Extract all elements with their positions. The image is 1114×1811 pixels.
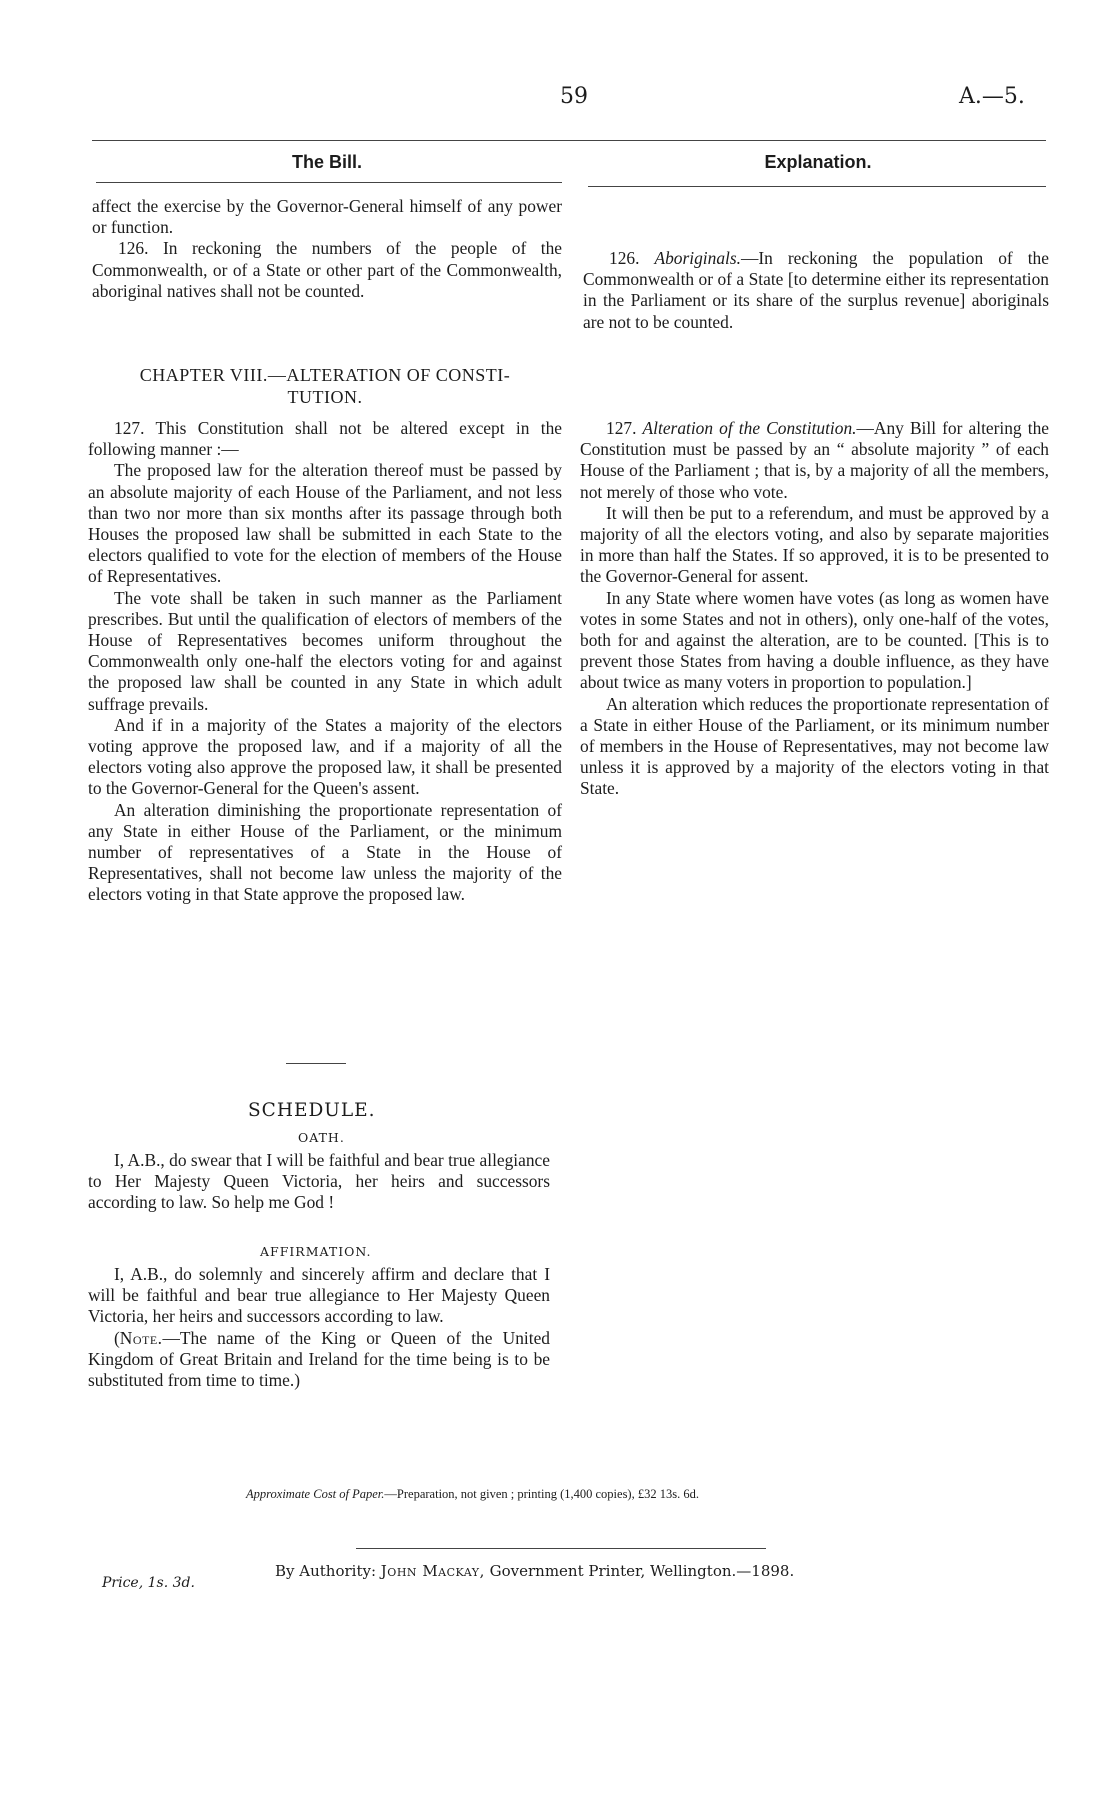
oath-heading: OATH. bbox=[298, 1130, 345, 1145]
bill-chapter-heading bbox=[88, 364, 562, 408]
chapter-title-line-2: TUTION. bbox=[287, 387, 363, 407]
explanation-126-text: —In reckoning the population of the Commonwealth or of a State [to determine either its representation in the Parliament or its share of the surplus revenue] aboriginals are not to be counted. bbox=[583, 248, 1049, 332]
authority-prefix: By Authority: bbox=[275, 1562, 377, 1580]
bill-section-126: 126. In reckoning the numbers of the people of the Commonwealth, or of a State or other part of the Commonwealth, aboriginal natives shall not be counted. bbox=[92, 238, 562, 301]
document-reference: A.—5. bbox=[959, 84, 1025, 109]
authority-rule bbox=[356, 1548, 766, 1549]
explanation-127-title: Alteration of the Constitution. bbox=[642, 418, 857, 438]
note-text: —The name of the King or Queen of the United Kingdom of Great Britain and Ireland for the time being is to be substituted from time to time.) bbox=[88, 1327, 550, 1391]
explanation-127-number: 127. bbox=[606, 418, 637, 438]
oath-text-block bbox=[88, 1150, 550, 1214]
cost-label: Approximate Cost of Paper. bbox=[246, 1487, 385, 1501]
authority-line bbox=[275, 1562, 794, 1580]
explanation-127-paragraph-4: An alteration which reduces the proportionate representation of a State in either House of the Parliament, or its minimum number of members in the House of Representatives, may not become law unless it is approved by a majority of the electors voting in that State. bbox=[580, 693, 1049, 799]
authority-suffix: Government Printer, Wellington.—1898. bbox=[489, 1562, 795, 1580]
bill-heading-rule bbox=[96, 182, 562, 183]
price-label: Price, 1s. 3d. bbox=[102, 1575, 195, 1591]
bill-127-paragraph-3: And if in a majority of the States a majority of the electors voting approve the proposed law, and if a majority of all the electors voting also approve the proposed law, it shall be presented to the Governor-General for the Queen's assent. bbox=[88, 714, 562, 799]
schedule-title: SCHEDULE. bbox=[248, 1100, 376, 1121]
bill-127-paragraph-4: An alteration diminishing the proportionate representation of any State in either House of the Parliament, or the minimum number of representatives of a State in the House of Representatives, shall not become law unless the majority of the electors voting in that State approve the proposed law. bbox=[88, 799, 562, 905]
explanation-127-paragraph-2: It will then be put to a referendum, and must be approved by a majority of all the electors voting, and also by separate majorities in more than half the States. If so approved, it is to be presented to the Governor-General for assent. bbox=[580, 502, 1049, 587]
note-label: Note. bbox=[119, 1327, 163, 1348]
bill-127-paragraph-1: The proposed law for the alteration thereof must be passed by an absolute majority of each House of the Parliament, and not less than two nor more than six months after its passage through both Houses the proposed law shall be submitted in each State to the electors qualified to vote for the election of members of the House of Representatives. bbox=[88, 460, 562, 587]
explanation-126 bbox=[583, 248, 1049, 333]
affirmation-text: I, A.B., do solemnly and sincerely affirm and declare that I will be faithful and bear true allegiance to Her Majesty Queen Victoria, her heirs and successors according to law. bbox=[88, 1264, 550, 1327]
cost-of-paper-line bbox=[246, 1487, 699, 1502]
bill-127-intro: 127. This Constitution shall not be altered except in the following manner :— bbox=[88, 418, 562, 460]
top-rule bbox=[92, 140, 1046, 141]
explanation-127-paragraph-3: In any State where women have votes (as long as women have votes in some States and not in others), only one-half of the votes, both for and against the alteration, are to be counted. [This is to prevent those States from having a double influence, as they have about twice as many voters in proportion to population.] bbox=[580, 587, 1049, 693]
explanation-127-text: —Any Bill for altering the Constitution must be passed by an “ absolute majority ” of each House of the Parliament ; that is, by a majority of all the members, not merely of those who vote. bbox=[580, 418, 1049, 502]
explanation-126-title: Aboriginals. bbox=[654, 248, 741, 268]
schedule-separator-rule bbox=[286, 1063, 346, 1064]
chapter-title-line-1: CHAPTER VIII.—ALTERATION OF CONSTI- bbox=[139, 365, 511, 385]
page-number: 59 bbox=[560, 84, 588, 109]
cost-text: —Preparation, not given ; printing (1,400 copies), £32 13s. 6d. bbox=[384, 1487, 699, 1501]
explanation-column-heading: Explanation. bbox=[764, 152, 872, 172]
explanation-126-number: 126. bbox=[609, 248, 640, 268]
bill-section-127 bbox=[88, 418, 562, 906]
bill-continuation: affect the exercise by the Governor-General himself of any power or function. bbox=[92, 196, 562, 238]
affirmation-block: I, A.B., do solemnly and sincerely affirm and declare that I will be faithful and bear true allegiance to Her Majesty Queen Victoria, her heirs and successors according to law. (Note.—The name of the King or Queen of the United Kingdom of Great Britain and Ireland for the time being is to be substituted from time to time.) bbox=[88, 1264, 550, 1391]
affirmation-heading: AFFIRMATION. bbox=[260, 1244, 372, 1259]
bill-column-top bbox=[92, 196, 562, 302]
explanation-heading-rule bbox=[588, 186, 1046, 187]
explanation-127 bbox=[580, 418, 1049, 800]
oath-text: I, A.B., do swear that I will be faithful and bear true allegiance to Her Majesty Queen Victoria, her heirs and successors according to law. So help me God ! bbox=[88, 1150, 550, 1213]
printer-name: John Mackay, bbox=[380, 1562, 485, 1580]
bill-column-heading: The Bill. bbox=[291, 152, 362, 172]
bill-127-paragraph-2: The vote shall be taken in such manner as the Parliament prescribes. But until the qualification of electors of members of the House of Representatives becomes uniform throughout the Commonwealth only one-half the electors voting for and against the proposed law shall be counted in any State in which adult suffrage prevails. bbox=[88, 587, 562, 714]
